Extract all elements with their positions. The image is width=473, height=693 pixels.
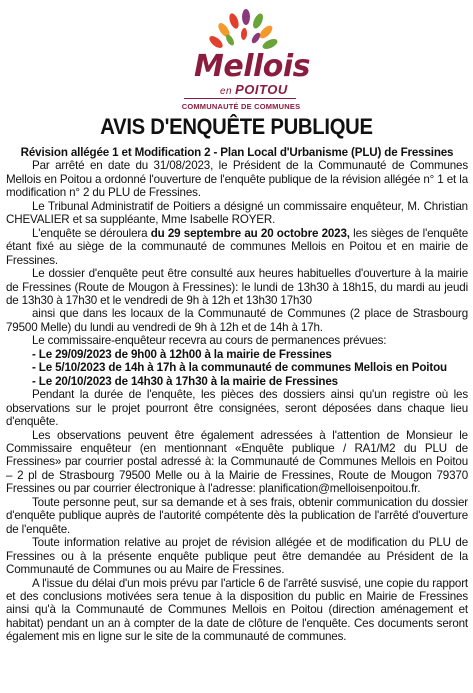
logo-region	[220, 84, 288, 98]
logo-en: en	[220, 86, 233, 97]
permanence-item-1: - Le 29/09/2023 de 9h00 à 12h00 à la mairie de Fressines	[32, 347, 332, 361]
paragraph-registre: Pendant la durée de l'enquête, les pièces des dossiers ainsi qu'un registre où les observations sur le projet pourront être consignées, seront déposées dans chaque lieu d'enquête.	[6, 388, 468, 429]
paragraph-observations: Les observations peuvent être également adressées à l'attention de Monsieur le Commissaire enquêteur (en mentionnant «Enquête publique / RA1/M2 du PLU de Fressines» par courrier postal adressé à: la Communauté de Communes Mellois en Poitou – 2 pl de Strasbourg 79500 Melle ou à la Mairie de Fressines, Route de Mougon 79370 Fressines ou par courrier électronique à l'adresse: planification@melloisenpoitou.fr.	[6, 428, 468, 496]
logo-subtitle: COMMUNAUTÉ DE COMMUNES	[181, 102, 301, 111]
paragraph-dates	[6, 227, 468, 267]
paragraph-tribunal: Le Tribunal Administratif de Poitiers a désigné un commissaire enquêteur, M. Christian CHEVALIER et sa suppléante, Mme Isabelle ROYER.	[6, 199, 468, 227]
dates-range: du 29 septembre au 20 octobre 2023,	[150, 226, 350, 240]
logo-poitou: POITOU	[235, 82, 288, 97]
paragraph-arrete: Par arrêté en date du 31/08/2023, le Président de la Communauté de Communes Mellois en Poitou a ordonné l'ouverture de l'enquête publique de la révision allégée n° 1 et la modification n° 2 du PLU de Fressines.	[6, 159, 468, 200]
permanence-item-3: - Le 20/10/2023 de 14h30 à 17h30 à la mairie de Fressines	[32, 374, 338, 388]
page-title: AVIS D'ENQUÊTE PUBLIQUE	[100, 114, 373, 139]
logo-divider	[184, 98, 296, 99]
paragraph-communication: Toute personne peut, sur sa demande et à ses frais, obtenir communication du dossier d'enquête publique auprès de l'autorité compétente dès la publication de l'arrêté d'ouverture de l'enquête.	[6, 495, 468, 536]
paragraph-locaux: ainsi que dans les locaux de la Communauté de Communes (2 place de Strasbourg 79500 Melle) du lundi au vendredi de 9h à 12h et de 14h à 17h.	[6, 307, 468, 334]
permanence-item-2: - Le 5/10/2023 de 14h à 17h à la communauté de communes Mellois en Poitou	[32, 361, 447, 375]
mellois-logo	[166, 6, 316, 116]
paragraph-consultation: Le dossier d'enquête peut être consulté aux heures habituelles d'ouverture à la mairie de Fressines (Route de Mougon à Fressines): le lundi de 13h30 à 18h15, du mardi au jeudi de 13h30 à 17h30 et le vendredi de 9h à 12h et 13h30 17h30	[6, 267, 468, 307]
logo-name: Mellois	[194, 49, 311, 84]
notice-subtitle: Révision allégée 1 et Modification 2 - Plan Local d'Urbanisme (PLU) de Fressines	[20, 146, 454, 159]
dates-intro: L'enquête se déroulera	[32, 226, 151, 240]
paragraph-rapport: A l'issue du délai d'un mois prévu par l'article 6 de l'arrêté susvisé, une copie du rapport et des conclusions motivées sera tenue à la disposition du public en Mairie de Fressines ainsi qu'à la Communauté de Communes Mellois en Poitou (direction aménagement et habitat) pendant un an à compter de la date de clôture de l'enquête. Ces documents seront également mis en ligne sur le site de la communauté de communes.	[6, 576, 468, 644]
paragraph-permanences: Le commissaire-enquêteur recevra au cours de permanences prévues:	[32, 334, 387, 348]
notice-body	[6, 146, 468, 644]
paragraph-information: Toute information relative au projet de révision allégée et de modification du PLU de Fressines ou à la présente enquête publique peut être demandée au Président de la Communauté de Communes ou au Maire de Fressines.	[6, 536, 468, 577]
dates-sieges: les sièges de l'enquête étant fixé au siège de la communauté de communes Mellois en Poitou et en mairie de Fressines.	[6, 226, 468, 267]
